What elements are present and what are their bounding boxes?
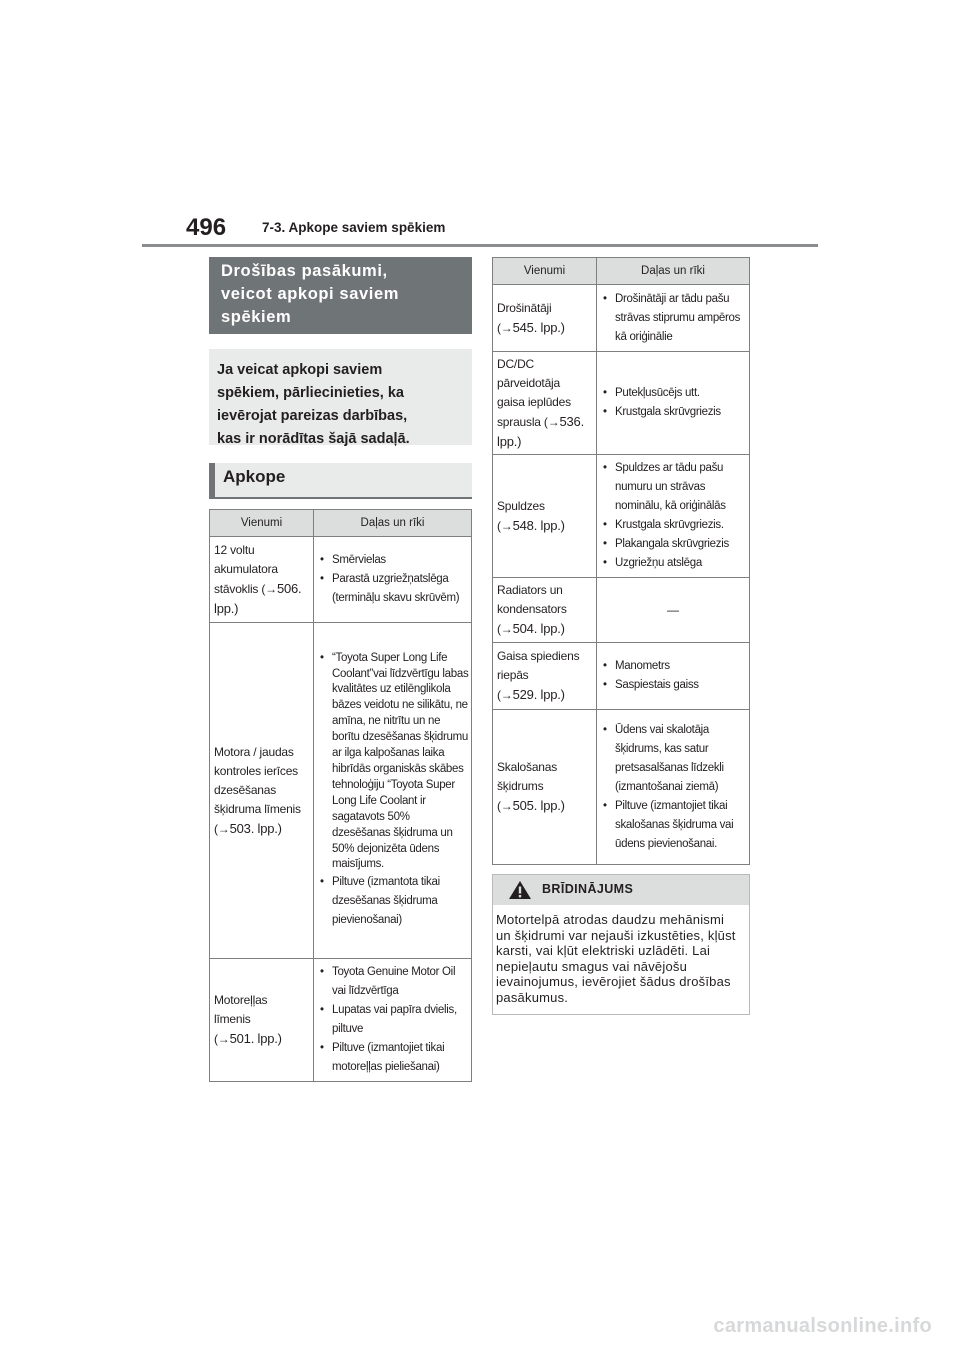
list-item: • Krustgala skrūvgriezis <box>603 403 747 422</box>
list-item: • Piltuve (izmantojiet tikai skalošanas šķidruma vai ūdens pievienošanai. <box>603 797 747 854</box>
list-item: • Drošinātāji ar tādu pašu strāvas stiprumu ampēros kā oriģinālie <box>603 290 747 347</box>
page-reference: lpp.) <box>214 601 239 616</box>
list-item: • Parastā uzgriežņatslēga (termināļu skavu skrūvēm) <box>320 570 469 608</box>
list-item: • Spuldzes ar tādu pašu numuru un strāvas nominālu, kā oriģinālās <box>603 459 747 516</box>
subheading: Apkope <box>209 463 472 497</box>
intro-line: ievērojat pareizas darbības, <box>217 408 408 424</box>
maintenance-table-right <box>492 257 750 865</box>
page-reference: 536. <box>559 414 585 429</box>
table-row <box>493 643 750 710</box>
table-row <box>493 455 750 578</box>
page-number: 496 <box>186 214 227 241</box>
column-header-items: Vienumi <box>493 258 597 285</box>
tools-cell <box>597 455 750 578</box>
tools-list <box>603 384 747 422</box>
column-header-items: Vienumi <box>210 510 314 537</box>
list-item: • Piltuve (izmantota tikai dzesēšanas šķidruma pievienošanai) <box>320 873 469 930</box>
header-rule <box>142 244 818 247</box>
item-cell: DC/DC pārveidotāja gaisa ieplūdes sprausla (→536. lpp.) <box>493 352 597 455</box>
table-row <box>210 537 472 623</box>
page-reference: 545. lpp.) <box>512 319 565 335</box>
item-cell: Gaisa spiediens riepās (→529. lpp.) <box>493 643 597 710</box>
warning-box <box>492 874 750 1015</box>
right-column <box>492 257 750 1015</box>
tools-cell <box>597 643 750 710</box>
tools-list <box>320 963 469 1077</box>
item-cell: Spuldzes (→548. lpp.) <box>493 455 597 578</box>
page-reference: 529. lpp.) <box>512 687 565 702</box>
tools-list <box>320 551 469 608</box>
intro-line: Ja veicat apkopi saviem <box>217 362 383 378</box>
tools-cell <box>314 537 472 623</box>
table-header-row <box>493 258 750 285</box>
item-cell: Skalošanas šķidrums (→505. lpp.) <box>493 710 597 865</box>
page-reference: 506. <box>276 581 302 596</box>
list-item: • Ūdens vai skalotāja šķidrums, kas satur pretsasalšanas līdzekli (izmantošanai ziemā) <box>603 721 747 797</box>
section-title: 7-3. Apkope saviem spēkiem <box>262 220 446 235</box>
list-item: • Putekļusūcējs utt. <box>603 384 747 403</box>
intro-box <box>209 349 472 445</box>
maintenance-table-left <box>209 509 472 1082</box>
intro-line: kas ir norādītas šajā sadaļā. <box>217 431 410 447</box>
section-heading-box <box>209 257 472 334</box>
page-reference: 504. lpp.) <box>512 621 565 636</box>
tools-list <box>603 290 747 347</box>
table-row <box>210 959 472 1082</box>
column-header-tools: Daļas un rīki <box>314 510 472 537</box>
table-row <box>210 623 472 959</box>
item-cell: Motoreļļas līmenis (→501. lpp.) <box>210 959 314 1082</box>
list-item: • Uzgriežņu atslēga <box>603 554 747 573</box>
section-heading-line: spēkiem <box>221 308 292 326</box>
warning-header <box>493 875 749 905</box>
list-item: • Manometrs <box>603 657 747 676</box>
item-cell: 12 voltu akumulatora stāvoklis (→506. lpp.) <box>210 537 314 623</box>
section-heading-line: Drošības pasākumi, <box>221 262 388 280</box>
tools-cell: — <box>597 578 750 643</box>
item-cell: Radiators un kondensators (→504. lpp.) <box>493 578 597 643</box>
page-reference: lpp.) <box>497 434 522 449</box>
item-cell: Drošinātāji (→545. lpp.) <box>493 285 597 352</box>
tools-list <box>603 721 747 854</box>
tools-cell <box>597 352 750 455</box>
item-cell: Motora / jaudas kontroles ierīces dzesēšanas šķidruma līmenis (→503. lpp.) <box>210 623 314 959</box>
table-row <box>493 578 750 643</box>
list-item: • Piltuve (izmantojiet tikai motoreļļas pieliešanai) <box>320 1039 469 1077</box>
intro-line: spēkiem, pārliecinieties, ka <box>217 385 404 401</box>
section-heading-line: veicot apkopi saviem <box>221 285 399 303</box>
tools-cell <box>597 285 750 352</box>
warning-icon <box>508 880 532 900</box>
tools-cell <box>314 623 472 959</box>
column-header-tools: Daļas un rīki <box>597 258 750 285</box>
watermark: carmanualsonline.info <box>713 1315 932 1337</box>
page-reference: 501. lpp.) <box>229 1031 282 1046</box>
tools-cell <box>597 710 750 865</box>
list-item: • Krustgala skrūvgriezis. <box>603 516 747 535</box>
tools-list <box>603 459 747 573</box>
table-row <box>493 710 750 865</box>
table-row <box>493 285 750 352</box>
page-reference: 548. lpp.) <box>512 517 565 533</box>
table-header-row <box>210 510 472 537</box>
page-reference: 505. lpp.) <box>512 798 565 813</box>
tools-list <box>603 657 747 695</box>
list-item: • Lupatas vai papīra dvielis, piltuve <box>320 1001 469 1039</box>
left-column <box>209 257 472 1082</box>
page-reference: 503. lpp.) <box>229 820 282 836</box>
list-item: • “Toyota Super Long Life Coolant”vai līdzvērtīgu labas kvalitātes uz etilēnglikola bāzes veidotu ne silikātu, ne amīna, ne nitrītu un ne borītu dzesēšanas šķidrumu ar ilga kalpošanas laika hibrīdās organiskās skābes tehnoloģiju “Toyota Super Long Life Coolant ir sagatavots 50% dzesēšanas šķidruma un 50% dejonizēta ūdens maisījums. <box>320 651 469 874</box>
tools-cell <box>314 959 472 1082</box>
list-item: • Plakangala skrūvgriezis <box>603 535 747 554</box>
table-row <box>493 352 750 455</box>
subheading-rule <box>209 497 472 499</box>
list-item: • Smērvielas <box>320 551 469 570</box>
list-item: • Saspiestais gaiss <box>603 676 747 695</box>
warning-text: Motortelpā atrodas daudzu mehānismi un šķidrumi var nejauši izkustēties, kļūst karsti, vai kļūt elektriski uzlādēti. Lai nepieļautu smagus vai nāvējošu ievainojumus, ievērojiet šādus drošības pasākumus. <box>496 912 736 1005</box>
warning-title: BRĪDINĀJUMS <box>542 882 634 896</box>
tools-list <box>320 651 469 931</box>
list-item: • Toyota Genuine Motor Oil vai līdzvērtīga <box>320 963 469 1001</box>
